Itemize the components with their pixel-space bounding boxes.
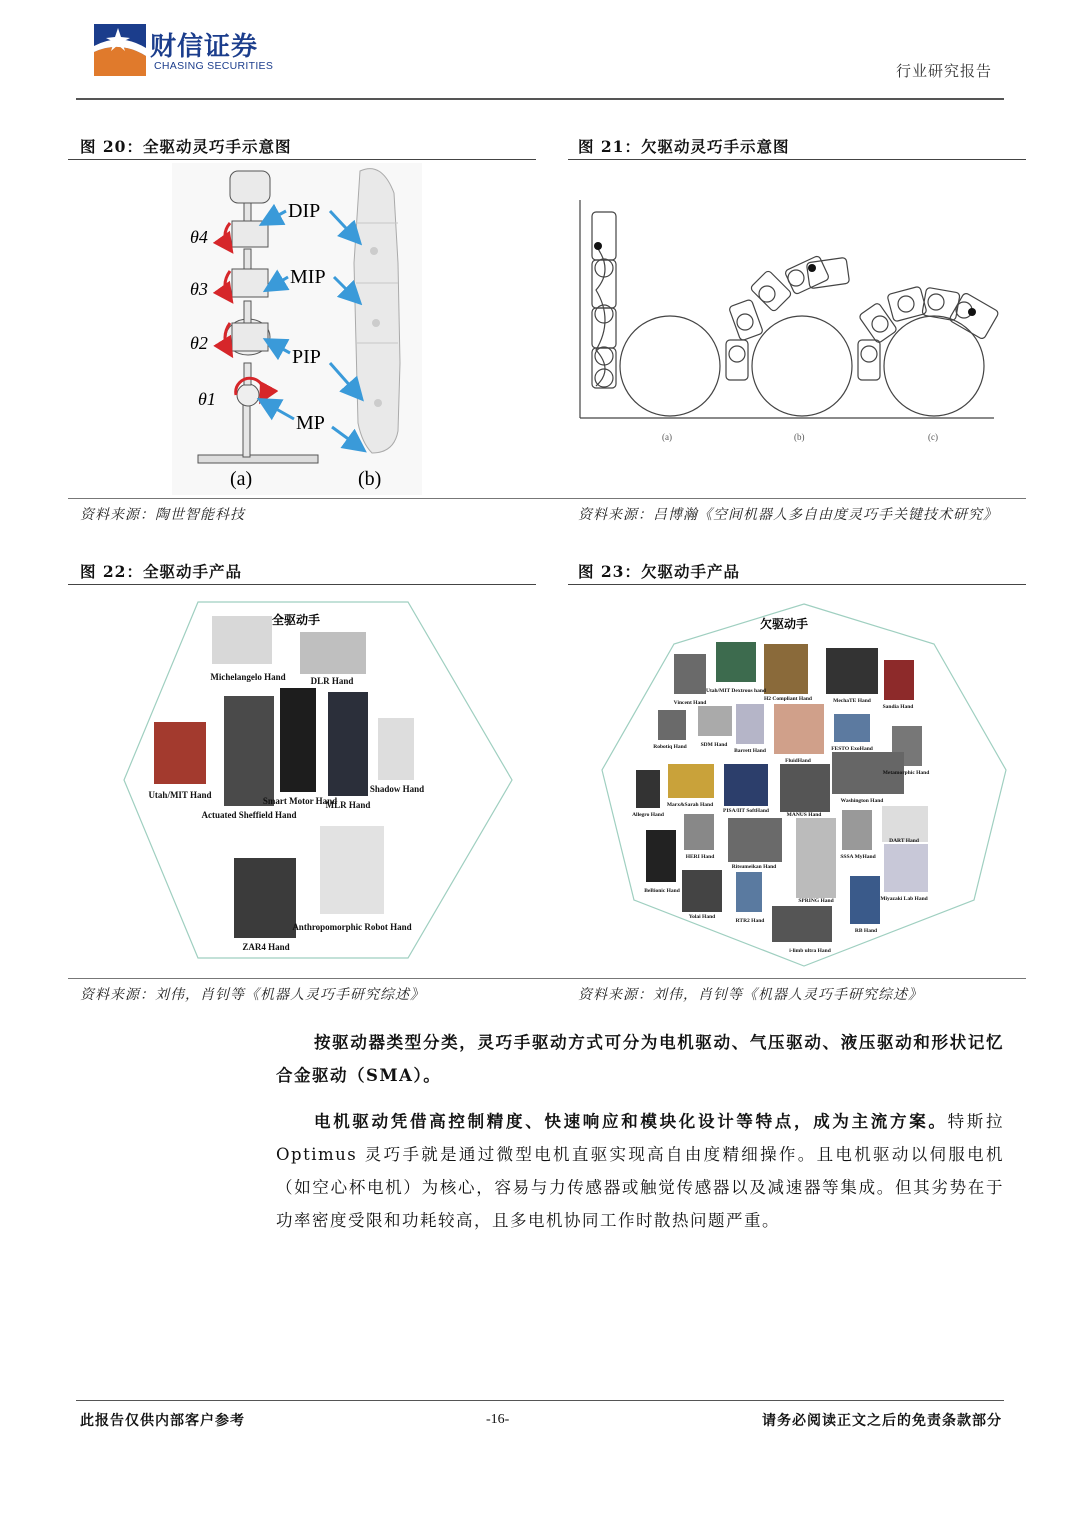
- u-rtr2: RTR2 Hand: [735, 918, 765, 924]
- header-divider: [76, 98, 1004, 100]
- u-ilimb: i-limb ultra Hand: [789, 948, 831, 954]
- fig21-b-label: (b): [794, 432, 805, 442]
- fig21-c-label: (c): [928, 432, 938, 442]
- u-utah-mit: Utah/MIT Dextrous hand: [705, 688, 767, 694]
- u-vincent: Vincent Hand: [673, 700, 707, 706]
- u-ritsumeikan: Ritsumeikan Hand: [731, 864, 777, 870]
- u-yolai: Yolai Hand: [688, 914, 716, 920]
- product-anthropomorphic: Anthropomorphic Robot Hand: [292, 922, 412, 932]
- body-paragraph-2-lead: 电机驱动凭借高控制精度、快速响应和模块化设计等特点，成为主流方案。: [314, 1112, 948, 1131]
- u-robotiq: Robotiq Hand: [653, 744, 687, 750]
- u-rb: RB Hand: [854, 928, 878, 934]
- body-paragraph-2-text: 特斯拉 Optimus 灵巧手就是通过微型电机直驱实现高自由度精细操作。且电机驱动以伺服电机（如空心杯电机）为核心，容易与力传感器或触觉传感器以及减速器等集成。但其劣势在于功率密度受限和功耗较高，且多电机协同工作时散热问题严重。: [276, 1112, 1005, 1230]
- figure-21-top-rule: [568, 159, 1026, 160]
- page-number: -16-: [486, 1412, 510, 1427]
- logo-emblem-icon: [92, 22, 148, 78]
- fig20-a-label: (a): [230, 468, 253, 490]
- figure-22-source: 资料来源：刘伟，肖钊等《机器人灵巧手研究综述》: [80, 987, 425, 1003]
- product-dlr: DLR Hand: [310, 676, 354, 686]
- fig20-b-label: (b): [358, 468, 382, 490]
- u-metamorphic: Metamorphic Hand: [882, 770, 930, 776]
- product-utah-mit: Utah/MIT Hand: [148, 790, 212, 800]
- u-sssa: SSSA MyHand: [840, 854, 876, 860]
- source-rule-2: [68, 978, 1026, 979]
- fig23-panel-title: 欠驱动手: [760, 617, 809, 631]
- u-h2: H2 Compliant Hand: [764, 696, 812, 702]
- figure-21-source: 资料来源：吕博瀚《空间机器人多自由度灵巧手关键技术研究》: [578, 507, 998, 523]
- figure-21-diagram: [574, 190, 1014, 450]
- u-dart: DART Hand: [889, 838, 919, 844]
- product-michelangelo: Michelangelo Hand: [210, 672, 286, 682]
- figure-20-title: 图 20：全驱动灵巧手示意图: [80, 137, 292, 156]
- figure-22-title: 图 22：全驱动手产品: [80, 562, 242, 581]
- footer-left: 此报告仅供内部客户参考: [80, 1413, 245, 1429]
- u-spring: SPRING Hand: [798, 898, 834, 904]
- u-bebionic: BeBionic Hand: [644, 888, 680, 894]
- fig22-panel-title: 全驱动手: [272, 613, 321, 627]
- product-mlr: MLR Hand: [325, 800, 371, 810]
- footer-right: 请务必阅读正文之后的免责条款部分: [762, 1413, 1002, 1429]
- theta-3-label: θ3: [190, 279, 208, 299]
- source-rule-1: [68, 498, 1026, 499]
- body-paragraph-2: [276, 1105, 1004, 1237]
- company-logo: [92, 22, 292, 80]
- figure-23-title: 图 23：欠驱动手产品: [578, 562, 740, 581]
- u-pisa: PISA/IIT SoftHand: [723, 808, 769, 814]
- u-festo: FESTO ExoHand: [831, 746, 873, 752]
- figure-21-title: 图 21：欠驱动灵巧手示意图: [578, 137, 790, 156]
- mip-label: MIP: [290, 266, 326, 288]
- u-allegro: Allegro Hand: [632, 812, 664, 818]
- body-paragraph-1: 按驱动器类型分类，灵巧手驱动方式可分为电机驱动、气压驱动、液压驱动和形状记忆合金驱动（SMA）。: [276, 1033, 1004, 1085]
- u-sdm: SDM Hand: [700, 742, 728, 748]
- u-barrett: Barrett Hand: [734, 748, 766, 754]
- u-manus: MANUS Hand: [786, 812, 822, 818]
- product-smart-motor: Smart Motor Hand: [262, 796, 338, 806]
- u-miyazaki: Miyazaki Lab Hand: [880, 896, 928, 902]
- theta-4-label: θ4: [190, 227, 208, 247]
- u-heri: HERI Hand: [685, 854, 715, 860]
- dip-label: DIP: [288, 200, 321, 222]
- product-sheffield: Actuated Sheffield Hand: [201, 810, 297, 820]
- figure-20-source: 资料来源：陶世智能科技: [80, 507, 245, 523]
- logo-text-en: CHASING SECURITIES: [154, 60, 274, 72]
- logo-text-cn: 财信证券: [150, 32, 259, 62]
- theta-2-label: θ2: [190, 333, 208, 353]
- mp-label: MP: [296, 412, 325, 434]
- u-marx-sarah: Marx&Sarah Hand: [666, 802, 714, 808]
- figure-20-diagram: [172, 163, 422, 495]
- pip-label: PIP: [292, 346, 321, 368]
- footer-divider: [76, 1400, 1004, 1401]
- product-zar4: ZAR4 Hand: [242, 942, 290, 952]
- product-shadow: Shadow Hand: [369, 784, 425, 794]
- theta-1-label: θ1: [198, 389, 216, 409]
- figure-20-top-rule: [68, 159, 536, 160]
- fig21-a-label: (a): [662, 432, 672, 442]
- u-sandia: Sandia Hand: [882, 704, 914, 710]
- figure-22-panel: [120, 600, 520, 962]
- figure-22-top-rule: [68, 584, 536, 585]
- figure-23-source: 资料来源：刘伟，肖钊等《机器人灵巧手研究综述》: [578, 987, 923, 1003]
- u-fluidhand: FluidHand: [785, 758, 811, 764]
- figure-23-panel: [594, 600, 1014, 970]
- u-mechate: MechaTE Hand: [833, 698, 871, 704]
- report-type: 行业研究报告: [895, 62, 992, 80]
- u-washington: Washington Hand: [840, 798, 884, 804]
- figure-23-top-rule: [568, 584, 1026, 585]
